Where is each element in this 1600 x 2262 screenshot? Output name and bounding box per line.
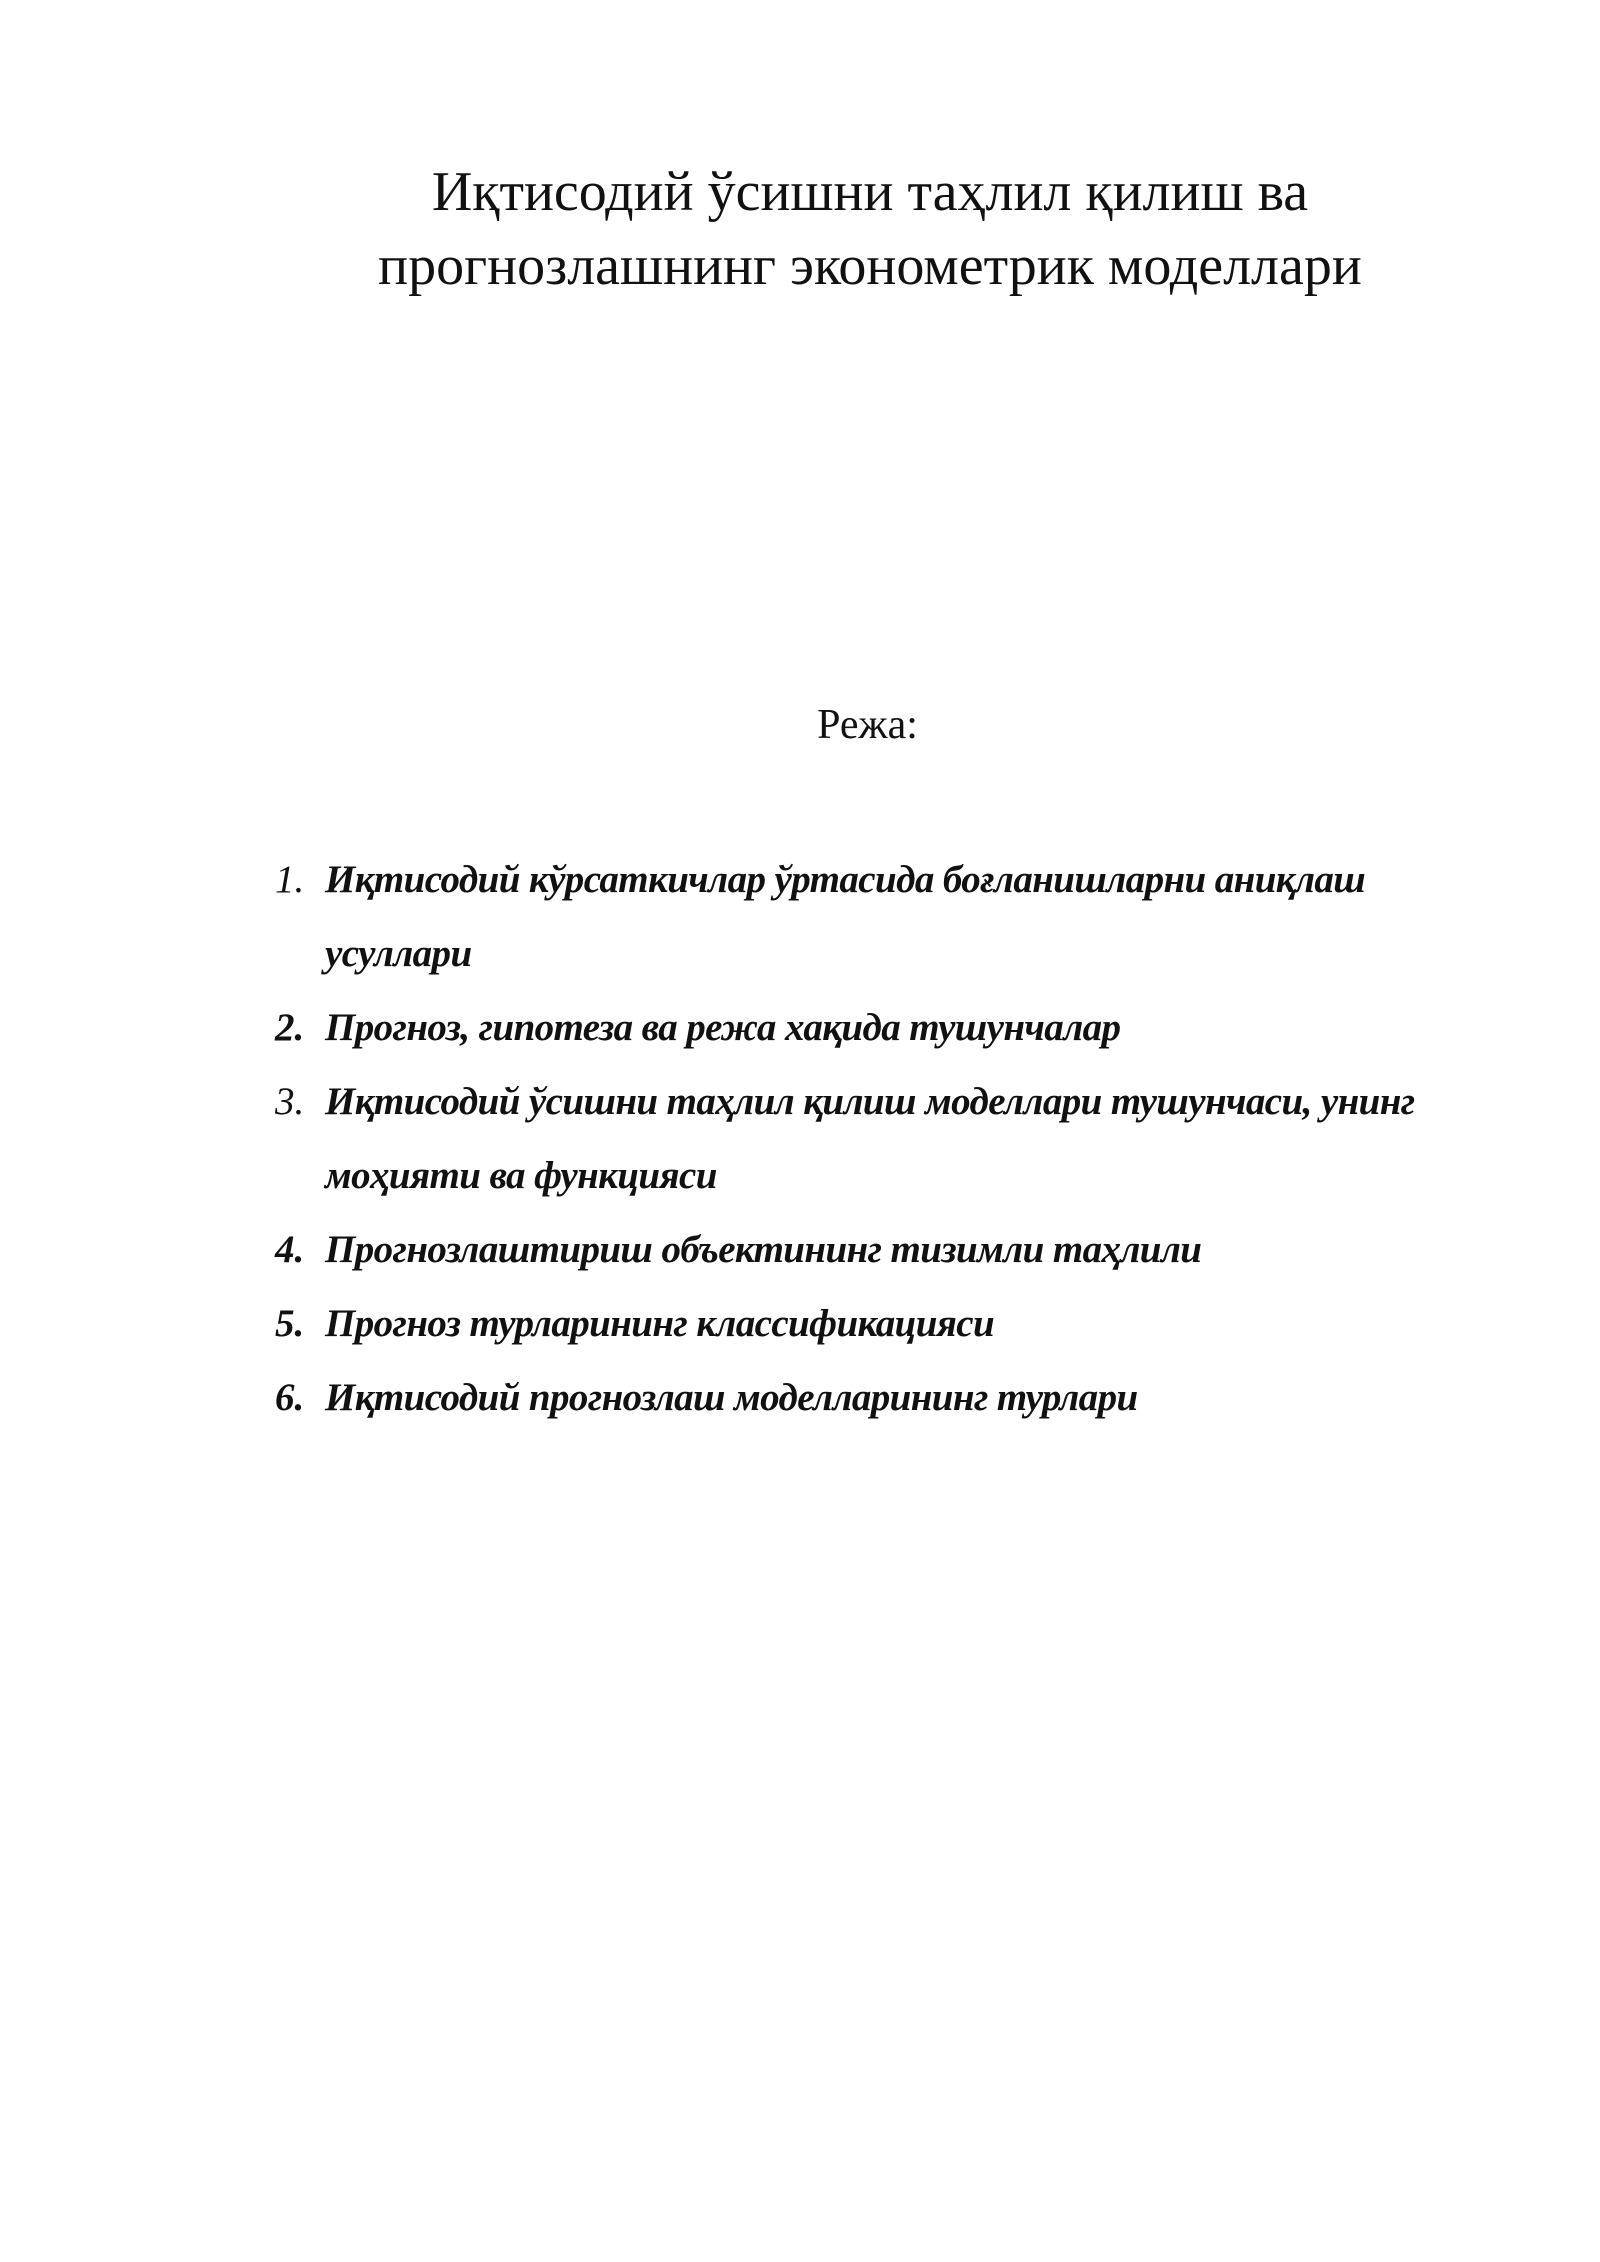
plan-item-text: Прогноз турларининг классификацияси [325, 1302, 995, 1345]
plan-item-text: Прогнозлаштириш объектининг тизимли таҳлили [325, 1228, 1202, 1271]
plan-item-number: 5. [275, 1302, 305, 1345]
plan-item-2 [275, 991, 1435, 1065]
plan-heading: Режа: [817, 702, 918, 748]
plan-item-text: Прогноз, гипотеза ва режа хақида тушунчалар [325, 1006, 1121, 1049]
plan-item-text: Иқтисодий ўсишни таҳлил қилиш моделлари тушунчаси, унинг моҳияти ва функцияси [325, 1080, 1415, 1197]
plan-item-text: Иқтисодий прогнозлаш моделларининг турлари [325, 1376, 1138, 1419]
plan-item-3 [275, 1065, 1435, 1213]
plan-item-5 [275, 1287, 1435, 1361]
plan-item-4 [275, 1213, 1435, 1287]
document-title [300, 155, 1440, 303]
plan-item-number: 3. [275, 1080, 305, 1123]
plan-item-1 [275, 843, 1435, 991]
title-line-2: прогнозлашнинг эконометрик моделлари [378, 235, 1362, 297]
title-line-1: Иқтисодий ўсишни таҳлил қилиш ва [431, 161, 1309, 223]
plan-item-number: 1. [275, 858, 305, 901]
plan-list [275, 843, 1435, 1435]
plan-item-text: Иқтисодий кўрсаткичлар ўртасида боғланишларни аниқлаш усуллари [325, 858, 1366, 975]
plan-item-number: 2. [275, 1006, 305, 1049]
plan-item-number: 4. [275, 1228, 305, 1271]
plan-item-number: 6. [275, 1376, 305, 1419]
plan-item-6 [275, 1361, 1435, 1435]
